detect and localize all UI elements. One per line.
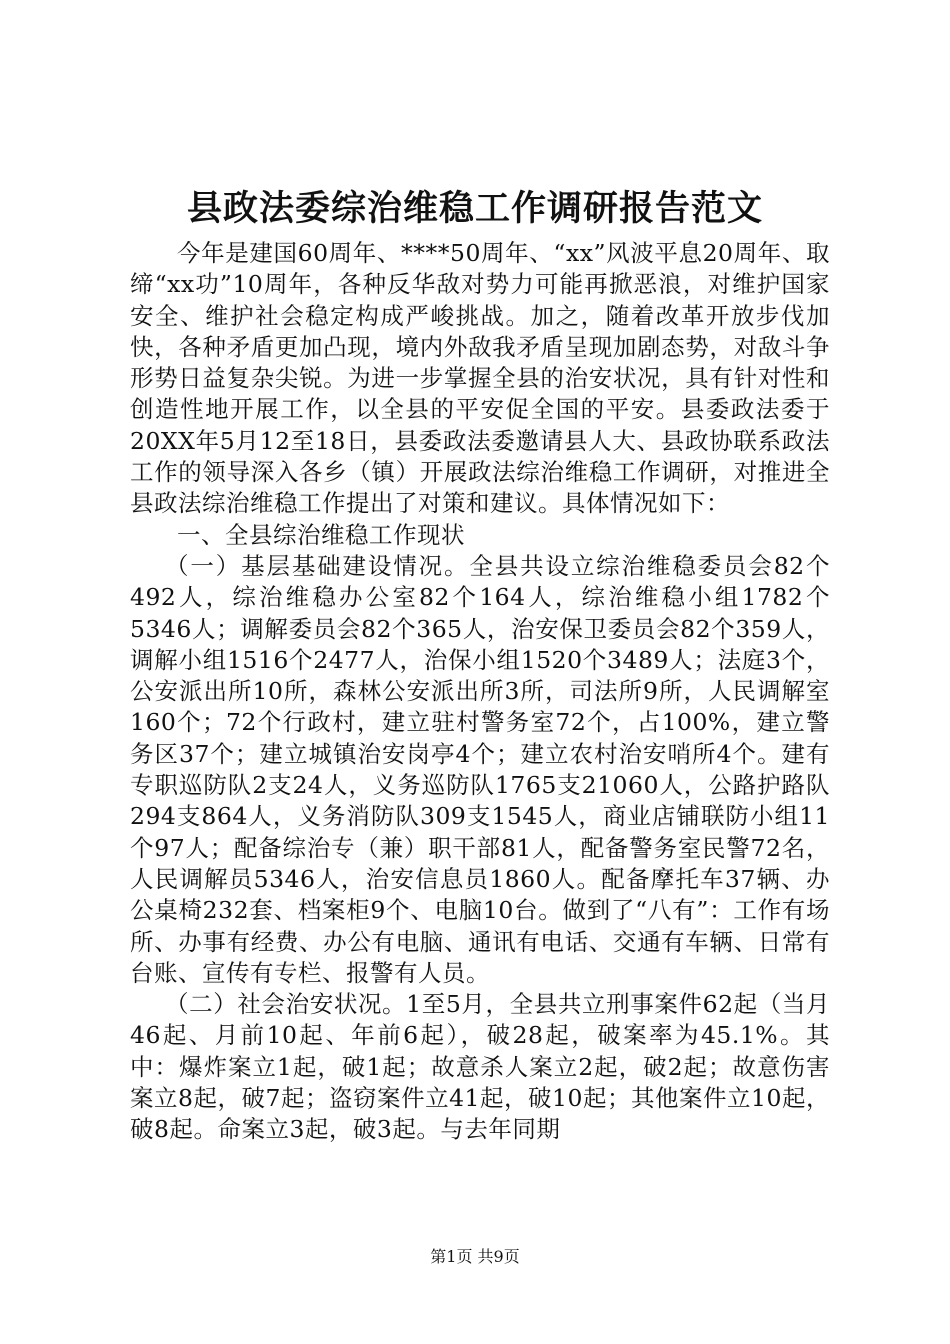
subsection-paragraph-infrastructure: （一）基层基础建设情况。全县共设立综治维稳委员会82个492人，综治维稳办公室82个164人，综治维稳小组1782个5346人；调解委员会82个365人，治安保卫委员会82个359人，调解小组1516个2477人，治保小组1520个3489人；法庭3个，公安派出所10所，森林公安派出所3所，司法所9所，人民调解室160个；72个行政村，建立驻村警务室72个，占100%，建立警务区37个；建立城镇治安岗亭4个；建立农村治安哨所4个。建有专职巡防队2支24人，义务巡防队1765支21060人，公路护路队294支864人，义务消防队309支1545人，商业店铺联防小组11个97人；配备综治专（兼）职干部81人，配备警务室民警72名，人民调解员5346人，治安信息员1860人。配备摩托车37辆、办公桌椅232套、档案柜9个、电脑10台。做到了“八有”：工作有场所、办事有经费、办公有电脑、通讯有电话、交通有车辆、日常有台账、宣传有专栏、报警有人员。 [130,551,830,987]
document-title: 县政法委综治维稳工作调研报告范文 [186,188,763,229]
intro-paragraph: 今年是建国60周年、****50周年、“xx”风波平息20周年、取缔“xx功”10周年，各种反华敌对势力可能再掀恶浪，对维护国家安全、维护社会稳定构成严峻挑战。加之，随着改革开放步伐加快，各种矛盾更加凸现，境内外敌我矛盾呈现加剧态势，对敌斗争形势日益复杂尖锐。为进一步掌握全县的治安状况，具有针对性和创造性地开展工作，以全县的平安促全国的平安。县委政法委于20XX年5月12至18日，县委政法委邀请县人大、县政协联系政法工作的领导深入各乡（镇）开展政法综治维稳工作调研，对推进全县政法综治维稳工作提出了对策和建议。具体情况如下： [130,239,830,518]
document-body [130,238,830,1146]
section-heading: 一、全县综治维稳工作现状 [177,520,465,549]
subsection-paragraph-public-security: （二）社会治安状况。1至5月，全县共立刑事案件62起（当月46起、月前10起、年前6起），破28起，破案率为45.1%。其中：爆炸案立1起，破1起；故意杀人案立2起，破2起；故意伤害案立8起，破7起；盗窃案件立41起，破10起；其他案件立10起，破8起。命案立3起，破3起。与去年同期 [130,990,830,1144]
page-number-footer: 第1页 共9页 [430,1247,520,1266]
